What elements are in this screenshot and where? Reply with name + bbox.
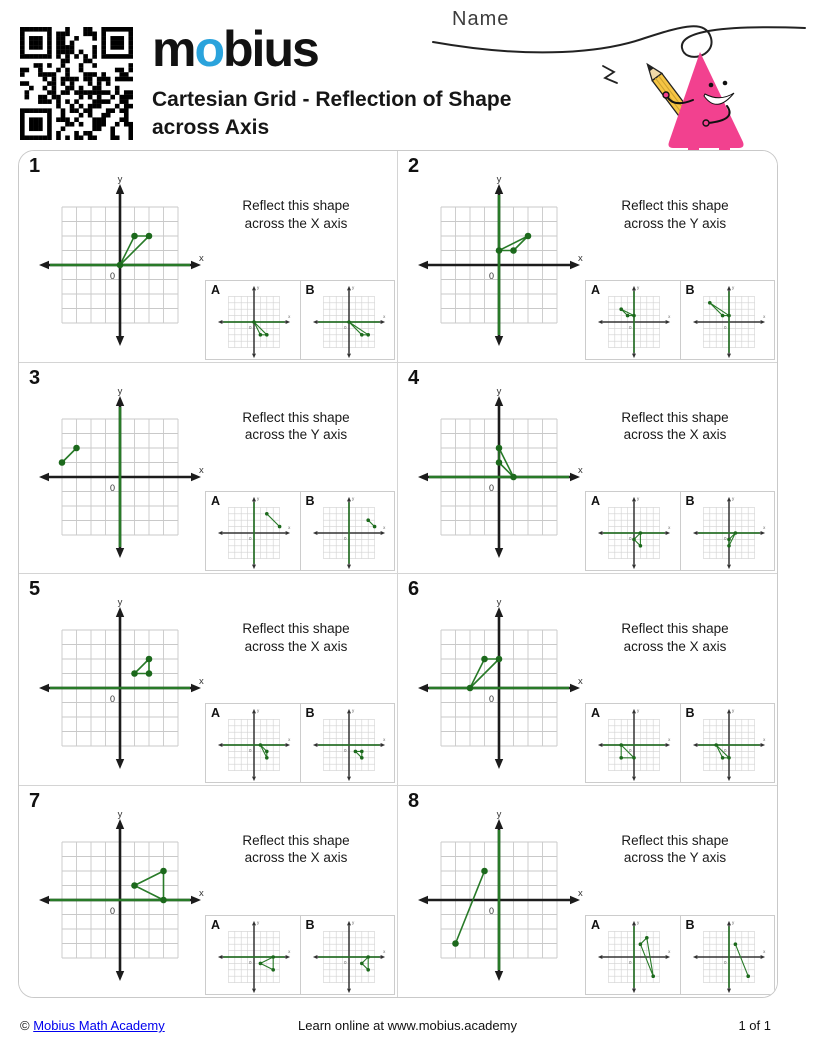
svg-text:y: y — [731, 707, 734, 713]
option-b[interactable] — [681, 281, 775, 359]
option-graph — [312, 707, 386, 788]
problem-number: 1 — [29, 155, 41, 177]
svg-text:0: 0 — [488, 482, 494, 493]
svg-text:y: y — [637, 920, 640, 925]
svg-text:y: y — [117, 808, 123, 820]
svg-text:0: 0 — [248, 536, 252, 541]
academy-link[interactable]: Mobius Math Academy — [33, 1018, 165, 1033]
svg-text:x: x — [382, 525, 385, 530]
problem-number: 3 — [29, 366, 41, 389]
instruction-line1: Reflect this shape — [242, 409, 350, 425]
svg-text:y: y — [731, 284, 734, 290]
svg-text:x: x — [578, 887, 583, 899]
svg-text:x: x — [288, 313, 291, 319]
svg-text:0: 0 — [488, 905, 494, 916]
svg-text:0: 0 — [723, 324, 726, 330]
scribble-zigzag — [603, 66, 617, 83]
option-label: A — [591, 494, 601, 508]
svg-text:0: 0 — [343, 747, 346, 753]
svg-text:x: x — [578, 676, 583, 687]
svg-text:y: y — [257, 284, 260, 290]
mascot-eye-right — [723, 81, 728, 86]
svg-text:0: 0 — [343, 960, 346, 965]
svg-text:x: x — [578, 253, 583, 264]
instruction-line2: across the X axis — [244, 638, 348, 654]
problem-card-3 — [19, 363, 398, 575]
option-a[interactable] — [586, 492, 681, 570]
option-b[interactable] — [301, 916, 395, 994]
svg-text:x: x — [668, 525, 671, 530]
svg-text:0: 0 — [628, 324, 632, 330]
answer-options — [205, 915, 395, 995]
main-grid-graph — [35, 594, 211, 775]
svg-text:y: y — [637, 496, 640, 501]
option-label: A — [591, 918, 601, 932]
page-title: Cartesian Grid - Reflection of Shape across Axis — [152, 88, 512, 139]
instruction-line2: across the X axis — [244, 215, 348, 231]
option-graph — [217, 495, 291, 576]
svg-text:y: y — [496, 808, 502, 820]
answer-options — [205, 491, 395, 571]
main-grid-graph — [35, 806, 211, 987]
svg-text:x: x — [668, 313, 671, 319]
svg-text:0: 0 — [628, 536, 632, 541]
svg-text:y: y — [351, 496, 354, 501]
instruction-text — [590, 620, 760, 655]
mascot-eye-left — [709, 83, 714, 88]
svg-text:0: 0 — [723, 536, 726, 541]
option-graph — [217, 707, 291, 788]
option-label: B — [685, 494, 695, 508]
svg-text:y: y — [257, 920, 260, 925]
option-a[interactable] — [586, 281, 681, 359]
svg-text:x: x — [199, 464, 204, 476]
option-graph — [597, 284, 671, 365]
option-graph — [217, 284, 291, 365]
option-label: A — [211, 494, 221, 508]
page-count: 1 of 1 — [738, 1018, 771, 1033]
svg-text:x: x — [668, 736, 671, 742]
problem-number: 6 — [408, 578, 420, 600]
answer-options — [585, 280, 775, 360]
option-graph — [217, 919, 291, 998]
instruction-line1: Reflect this shape — [242, 198, 350, 213]
svg-text:y: y — [117, 385, 123, 397]
svg-text:x: x — [199, 887, 204, 899]
instruction-text — [211, 620, 381, 655]
problem-card-6 — [398, 574, 777, 786]
instruction-text — [211, 197, 381, 232]
svg-text:0: 0 — [488, 271, 494, 281]
name-underline-swoosh — [433, 26, 805, 57]
option-label: A — [211, 705, 221, 720]
option-label: A — [591, 282, 601, 297]
option-label: B — [685, 705, 695, 720]
problem-card-1 — [19, 151, 398, 363]
svg-text:y: y — [257, 707, 260, 713]
svg-text:0: 0 — [343, 324, 346, 330]
option-label: B — [685, 918, 695, 932]
svg-text:0: 0 — [723, 747, 726, 753]
problem-card-7 — [19, 786, 398, 998]
option-label: A — [211, 282, 221, 297]
svg-text:x: x — [199, 253, 204, 264]
logo-letter-m: m — [152, 21, 195, 77]
option-a[interactable] — [586, 704, 681, 782]
logo-letters-bius: bius — [223, 21, 318, 77]
svg-text:0: 0 — [488, 694, 494, 704]
instruction-line2: across the Y axis — [623, 215, 727, 231]
option-b[interactable] — [301, 281, 395, 359]
option-graph — [692, 707, 766, 788]
svg-text:0: 0 — [109, 482, 115, 493]
option-b[interactable] — [301, 492, 395, 570]
answer-options — [585, 703, 775, 783]
option-b[interactable] — [681, 704, 775, 782]
svg-text:y: y — [351, 920, 354, 925]
svg-text:y: y — [496, 174, 502, 185]
option-graph — [692, 284, 766, 365]
option-b[interactable] — [301, 704, 395, 782]
option-label: B — [305, 282, 315, 297]
option-b[interactable] — [681, 492, 775, 570]
main-grid-graph — [414, 383, 590, 564]
svg-text:0: 0 — [248, 747, 252, 753]
qr-code-image — [20, 27, 133, 140]
instruction-line1: Reflect this shape — [621, 409, 729, 425]
instruction-line1: Reflect this shape — [621, 198, 729, 213]
instruction-line1: Reflect this shape — [621, 621, 729, 636]
logo-letter-o: o — [194, 21, 224, 77]
svg-text:y: y — [731, 920, 734, 925]
svg-text:0: 0 — [628, 960, 632, 965]
svg-text:y: y — [637, 284, 640, 290]
problem-number: 4 — [408, 366, 420, 389]
svg-text:x: x — [288, 525, 291, 530]
answer-options — [585, 491, 775, 571]
answer-options — [205, 280, 395, 360]
svg-text:y: y — [117, 174, 123, 185]
option-label: B — [305, 494, 315, 508]
svg-text:x: x — [668, 949, 671, 954]
svg-text:x: x — [762, 313, 765, 319]
problems-grid — [18, 150, 778, 998]
main-grid-graph — [35, 383, 211, 564]
svg-text:y: y — [351, 284, 354, 290]
option-graph — [597, 707, 671, 788]
main-grid-graph — [414, 806, 590, 987]
svg-text:y: y — [351, 707, 354, 713]
option-label: B — [685, 282, 695, 297]
option-graph — [312, 284, 386, 365]
instruction-line1: Reflect this shape — [621, 832, 729, 848]
instruction-text — [211, 832, 381, 867]
svg-text:x: x — [382, 949, 385, 954]
option-label: B — [305, 705, 315, 720]
svg-text:y: y — [496, 597, 502, 608]
instruction-text — [590, 832, 760, 867]
option-b[interactable] — [681, 916, 775, 994]
option-a[interactable] — [206, 704, 301, 782]
svg-text:0: 0 — [109, 905, 115, 916]
option-graph — [597, 495, 671, 576]
svg-text:x: x — [199, 676, 204, 687]
option-graph — [692, 495, 766, 576]
svg-text:y: y — [496, 385, 502, 397]
mobius-logo — [152, 21, 318, 77]
option-a[interactable] — [206, 492, 301, 570]
main-grid-graph — [414, 171, 590, 352]
instruction-text — [211, 409, 381, 444]
svg-text:y: y — [637, 707, 640, 713]
option-graph — [312, 919, 386, 998]
problem-number: 5 — [29, 578, 41, 600]
instruction-line2: across the X axis — [623, 638, 727, 654]
copyright-symbol: © — [20, 1018, 30, 1033]
instruction-line1: Reflect this shape — [242, 621, 350, 636]
svg-text:0: 0 — [109, 694, 115, 704]
problem-number: 8 — [408, 789, 420, 812]
svg-text:x: x — [382, 736, 385, 742]
option-graph — [597, 919, 671, 998]
problem-card-2 — [398, 151, 777, 363]
svg-text:y: y — [117, 597, 123, 608]
option-graph — [312, 495, 386, 576]
problem-number: 7 — [29, 789, 41, 812]
svg-text:x: x — [382, 313, 385, 319]
option-a[interactable] — [586, 916, 681, 994]
footer-tagline: Learn online at www.mobius.academy — [298, 1018, 517, 1033]
option-label: B — [305, 918, 315, 932]
option-label: A — [211, 918, 221, 932]
problem-card-8 — [398, 786, 777, 998]
problem-number: 2 — [408, 155, 420, 177]
mascot-doodle — [405, 0, 815, 158]
svg-text:0: 0 — [248, 324, 252, 330]
option-a[interactable] — [206, 916, 301, 994]
instruction-line2: across the Y axis — [244, 427, 348, 443]
svg-text:y: y — [731, 496, 734, 501]
instruction-line1: Reflect this shape — [242, 832, 350, 848]
svg-text:x: x — [762, 949, 765, 954]
svg-text:0: 0 — [109, 271, 115, 281]
option-graph — [692, 919, 766, 998]
answer-options — [585, 915, 775, 995]
svg-text:0: 0 — [723, 960, 726, 965]
problem-card-5 — [19, 574, 398, 786]
instruction-line2: across the Y axis — [623, 850, 727, 866]
svg-text:0: 0 — [343, 536, 346, 541]
main-grid-graph — [35, 171, 211, 352]
name-field-label: Name — [452, 8, 510, 30]
answer-options — [205, 703, 395, 783]
svg-text:y: y — [257, 496, 260, 501]
main-grid-graph — [414, 594, 590, 775]
instruction-text — [590, 197, 760, 232]
instruction-line2: across the X axis — [623, 427, 727, 443]
svg-text:x: x — [578, 464, 583, 476]
svg-text:0: 0 — [628, 747, 632, 753]
svg-text:x: x — [288, 949, 291, 954]
svg-text:x: x — [762, 736, 765, 742]
option-label: A — [591, 705, 601, 720]
svg-text:0: 0 — [248, 960, 252, 965]
svg-text:x: x — [288, 736, 291, 742]
problem-card-4 — [398, 363, 777, 575]
instruction-line2: across the X axis — [244, 850, 348, 866]
option-a[interactable] — [206, 281, 301, 359]
instruction-text — [590, 409, 760, 444]
svg-text:x: x — [762, 525, 765, 530]
